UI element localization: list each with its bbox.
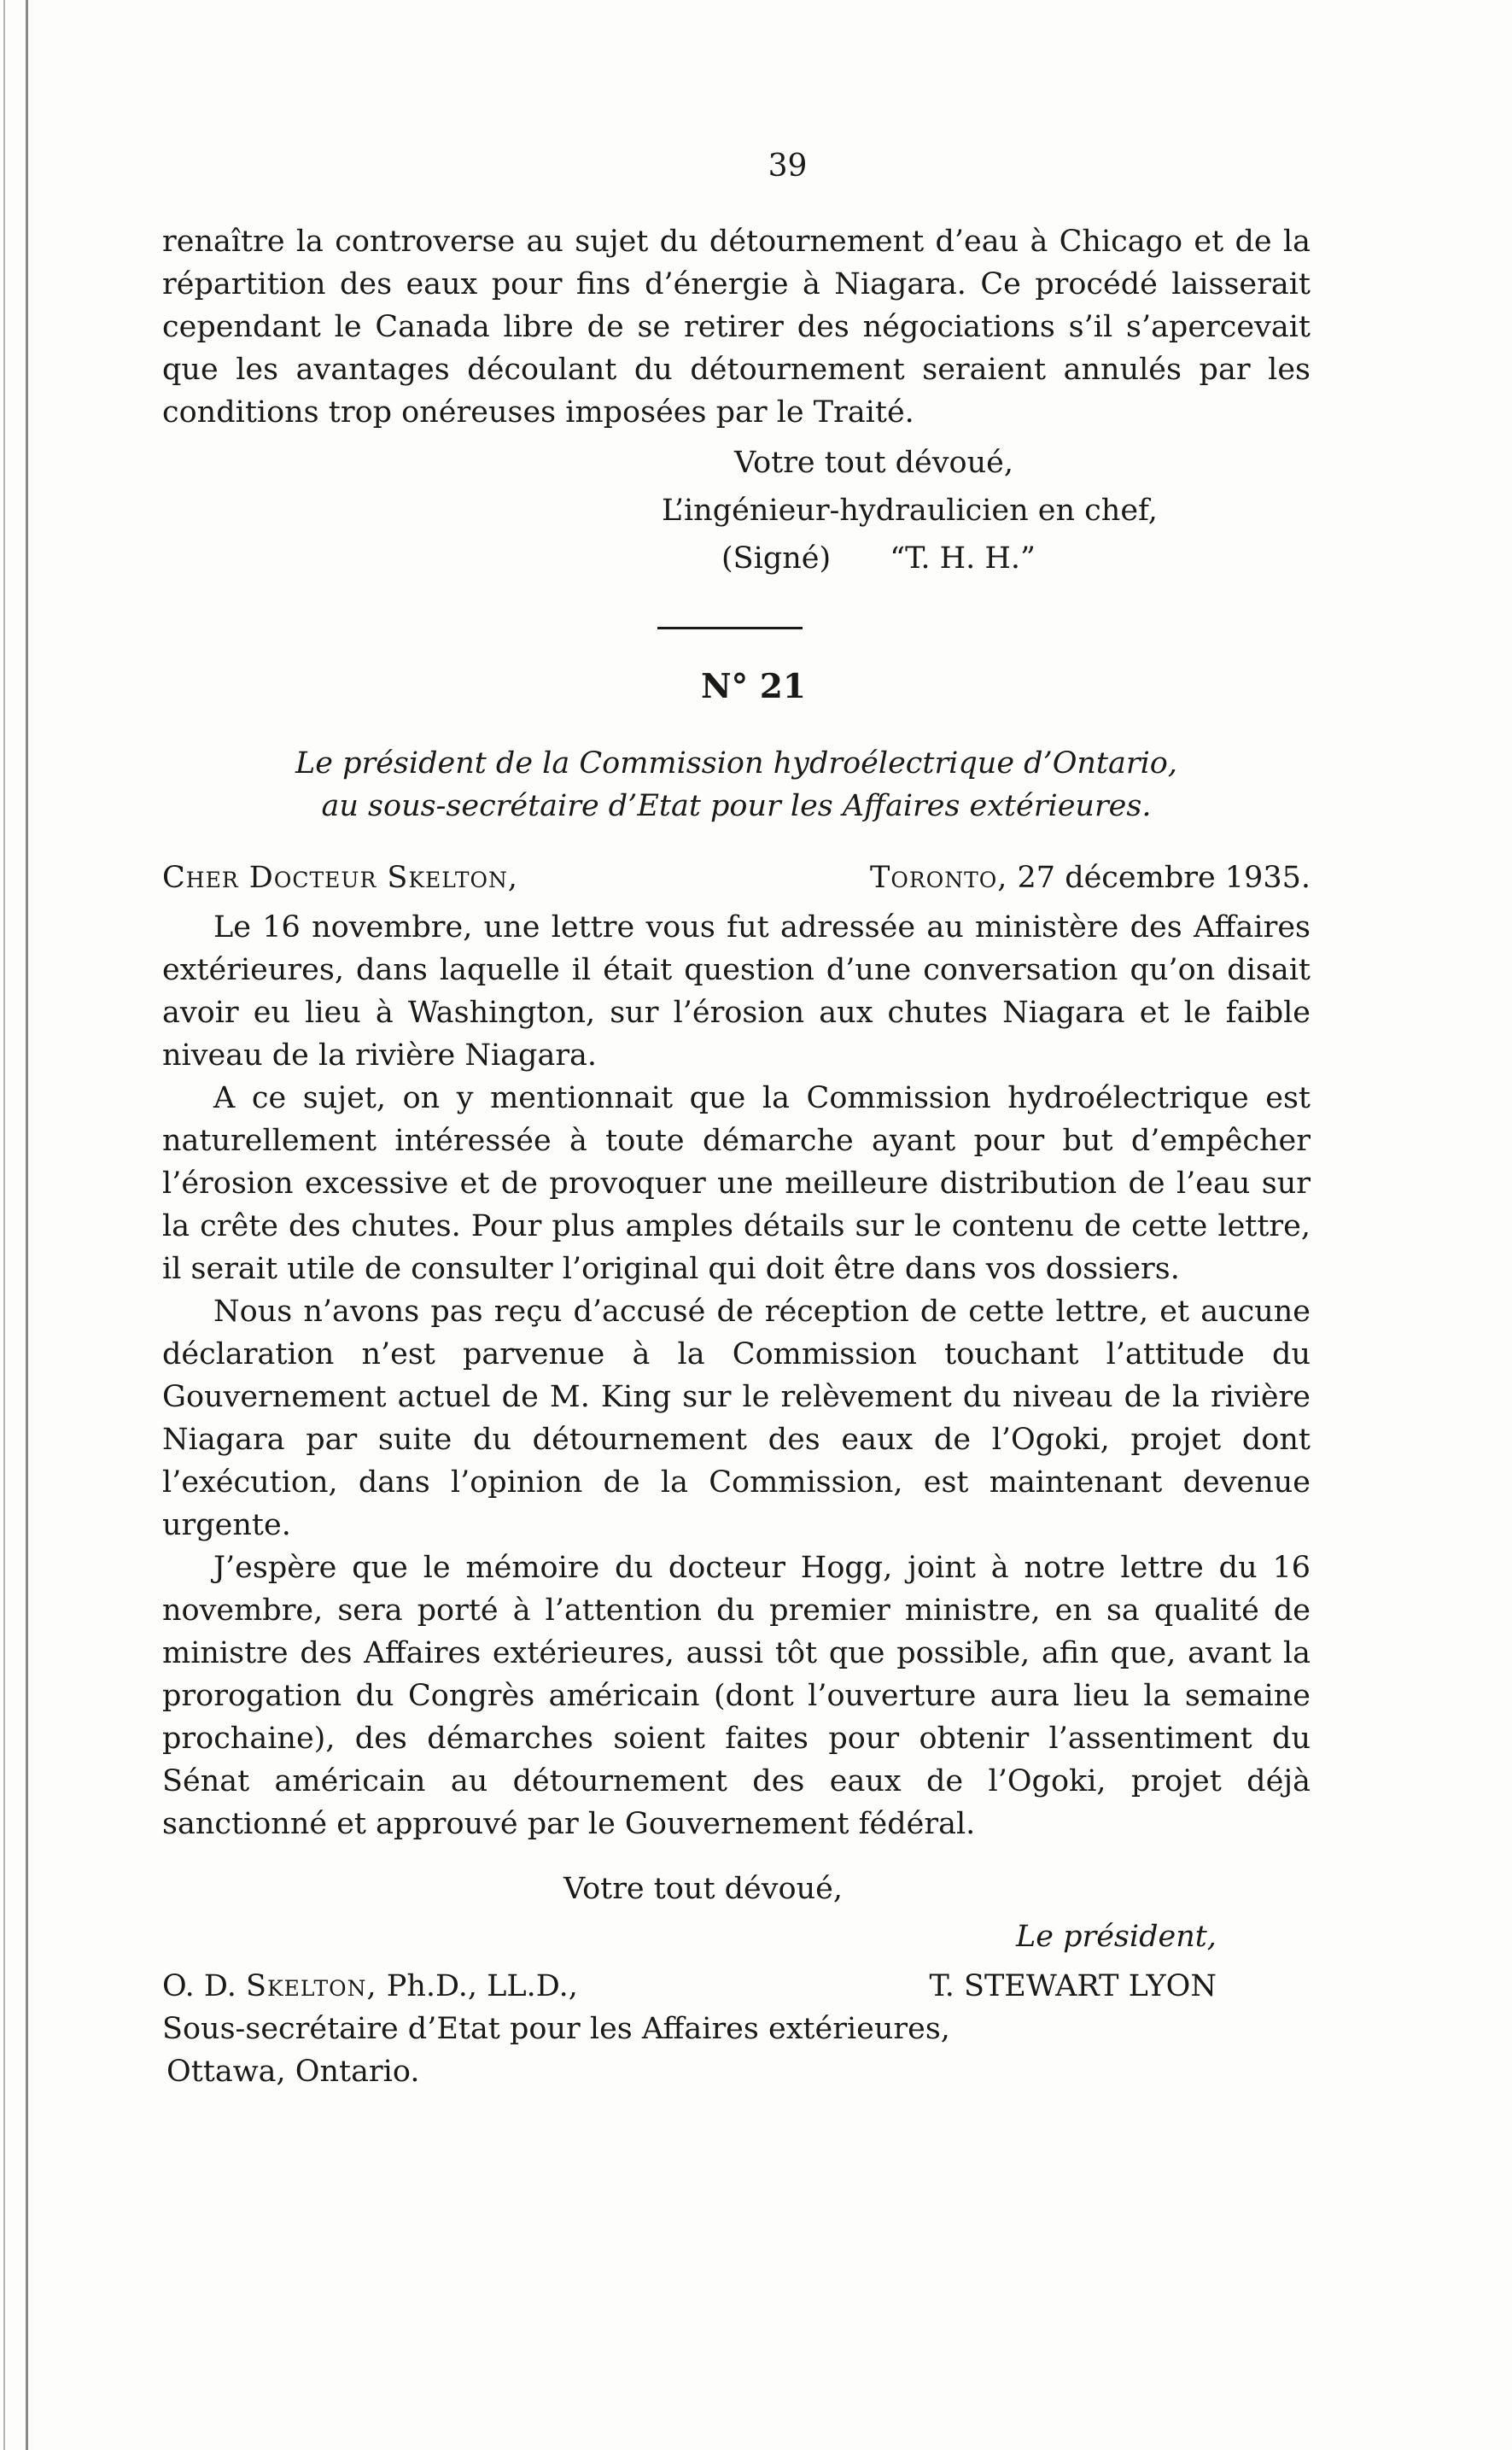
dateline [162,857,1311,899]
date: 27 décembre 1935. [1017,861,1311,895]
addressee-city: Ottawa, Ontario. [166,2055,420,2089]
first-closing: Votre tout dévoué, [734,446,1013,480]
addressee-name [162,1965,578,2008]
addressee-title: Sous-secrétaire d’Etat pour les Affaires extérieures, [162,2012,950,2046]
addressee-block [162,2008,1311,2093]
paragraph-4: J’espère que le mémoire du docteur Hogg, joint à notre lettre du 16 novembre, sera porté à l’attention du premier ministre, en sa qualité de ministre des Affaires extérieures, aussi tôt que possible, afin que, avant la prorogation du Congrès américain (dont l’ouverture aura lieu la semaine prochaine), des démarches soient faites pour obtenir l’assentiment du Sénat américain au détournement des eaux de l’Ogoki, projet déjà sanctionné et approuvé par le Gouvernement fédéral. [162,1551,1311,1841]
signed-label: (Signé) [721,541,832,576]
signature-line [162,1965,1311,2008]
addressee-degrees: Ph.D., LL.D., [386,1969,578,2003]
addressee-initials: O. D. [162,1969,236,2003]
scan-binding-line [26,0,28,2450]
section-divider [657,627,803,629]
document-page [162,145,1311,2093]
signatory-role: Le président, [1016,1920,1217,1954]
headline-line-1: Le président de la Commission hydroélectrique d’Ontario, [295,746,1177,781]
place: Toronto, [870,861,1008,895]
paragraph-3: Nous n’avons pas reçu d’accusé de réception de cette lettre, et aucune déclaration n’est parvenue à la Commission touchant l’attitude du Gouvernement actuel de M. King sur le relèvement du niveau de la rivière Niagara par suite du détournement des eaux de l’Ogoki, projet dont l’exécution, dans l’opinion de la Commission, est maintenant devenue urgente. [162,1295,1311,1542]
salutation: Cher Docteur Skelton, [162,861,519,895]
second-closing: Votre tout dévoué, [563,1872,843,1906]
signatory-name: T. STEWART LYON [929,1969,1217,2003]
addressee-surname: Skelton, [245,1969,377,2003]
page-number: 39 [768,149,808,184]
headline-line-2: au sous-secrétaire d’Etat pour les Affaires extérieures. [321,789,1152,823]
paragraph-2: A ce sujet, on y mentionnait que la Commission hydroélectrique est naturellement intéressée à toute démarche ayant pour but d’empêcher l’érosion excessive et de provoquer une meilleure distribution de l’eau sur la crête des chutes. Pour plus amples détails sur le contenu de cette lettre, il serait utile de consulter l’original qui doit être dans vos dossiers. [162,1081,1311,1286]
first-signature-block [640,439,1311,582]
place-and-date [870,857,1311,899]
letter-headline [162,742,1311,827]
first-signed-line [721,535,1311,582]
continuation-paragraph: renaître la controverse au sujet du détournement d’eau à Chicago et de la répartition des eaux pour fins d’énergie à Niagara. Ce procédé laisserait cependant le Canada libre de se retirer des négociations s’il s’apercevait que les avantages découlant du détournement seraient annulés par les conditions trop onéreuses imposées par le Traité. [162,225,1311,430]
signatory-initials: “T. H. H.” [890,541,1036,576]
scan-edge-line [3,0,5,2450]
paragraph-1: Le 16 novembre, une lettre vous fut adressée au ministère des Affaires extérieures, dans laquelle il était question d’une conversation qu’on disait avoir eu lieu à Washington, sur l’érosion aux chutes Niagara et le faible niveau de la rivière Niagara. [162,910,1311,1073]
first-signatory-title: L’ingénieur-hydraulicien en chef, [662,494,1158,528]
document-number: N° 21 [701,667,806,706]
